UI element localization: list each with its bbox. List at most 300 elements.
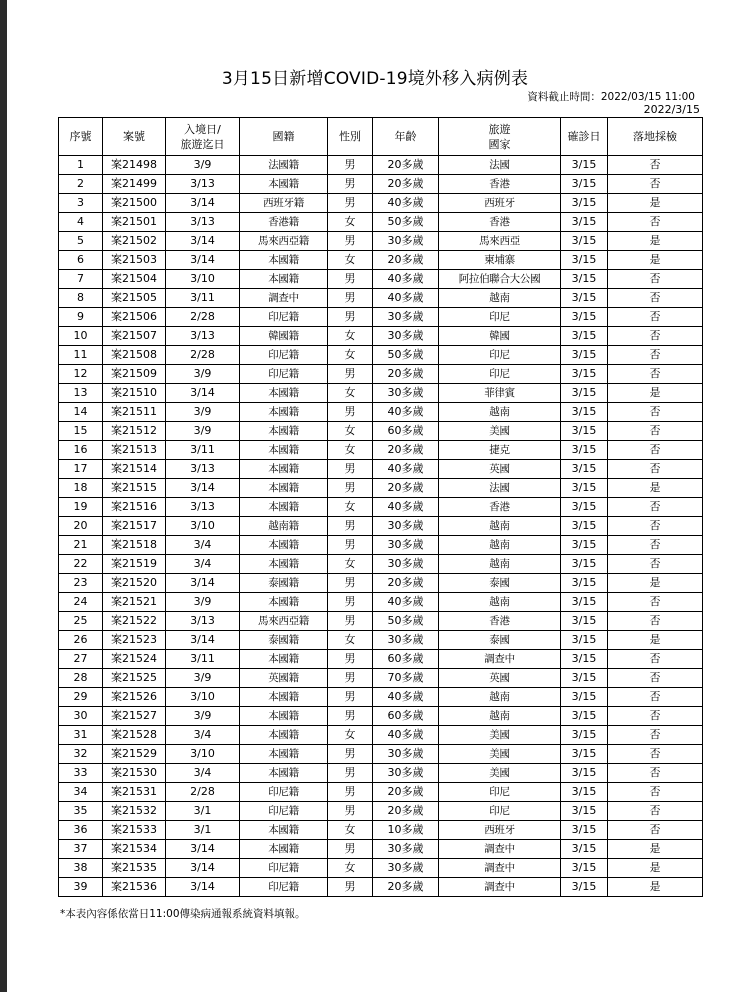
cell-confirm-date: 3/15 <box>561 213 608 232</box>
cell-travel-country: 泰國 <box>439 574 561 593</box>
cell-age: 20多歲 <box>373 156 439 175</box>
table-row <box>59 346 703 365</box>
cell-confirm-date: 3/15 <box>561 555 608 574</box>
cell-landing-test: 否 <box>608 460 703 479</box>
cell-nationality: 印尼籍 <box>240 878 328 897</box>
col-header-case: 案號 <box>103 118 166 156</box>
cell-nationality: 韓國籍 <box>240 327 328 346</box>
cell-nationality: 本國籍 <box>240 726 328 745</box>
data-cutoff-time: 資料截止時間：2022/03/15 11:00 <box>527 91 695 103</box>
cell-entry-date: 3/4 <box>166 726 240 745</box>
cell-case-id: 案21522 <box>103 612 166 631</box>
table-row <box>59 460 703 479</box>
cell-travel-country: 英國 <box>439 460 561 479</box>
cell-travel-country: 英國 <box>439 669 561 688</box>
cell-travel-country: 美國 <box>439 726 561 745</box>
cell-travel-country: 美國 <box>439 745 561 764</box>
cell-confirm-date: 3/15 <box>561 612 608 631</box>
cell-entry-date: 3/10 <box>166 688 240 707</box>
table-row <box>59 745 703 764</box>
cell-confirm-date: 3/15 <box>561 593 608 612</box>
cell-entry-date: 2/28 <box>166 308 240 327</box>
cell-nationality: 本國籍 <box>240 422 328 441</box>
cell-nationality: 本國籍 <box>240 498 328 517</box>
col-header-nationality: 國籍 <box>240 118 328 156</box>
cell-case-id: 案21536 <box>103 878 166 897</box>
cell-confirm-date: 3/15 <box>561 669 608 688</box>
cell-case-id: 案21534 <box>103 840 166 859</box>
cell-age: 20多歲 <box>373 878 439 897</box>
cell-case-id: 案21510 <box>103 384 166 403</box>
cell-no: 26 <box>59 631 103 650</box>
cell-confirm-date: 3/15 <box>561 365 608 384</box>
cell-gender: 女 <box>328 859 373 878</box>
cell-entry-date: 3/9 <box>166 156 240 175</box>
cell-nationality: 越南籍 <box>240 517 328 536</box>
table-row <box>59 403 703 422</box>
cell-no: 15 <box>59 422 103 441</box>
cell-age: 20多歲 <box>373 574 439 593</box>
cell-case-id: 案21517 <box>103 517 166 536</box>
cell-gender: 男 <box>328 574 373 593</box>
cell-landing-test: 是 <box>608 251 703 270</box>
cell-entry-date: 3/14 <box>166 232 240 251</box>
col-header-confirm-date: 確診日 <box>561 118 608 156</box>
cell-case-id: 案21506 <box>103 308 166 327</box>
cell-entry-date: 3/4 <box>166 536 240 555</box>
table-row <box>59 612 703 631</box>
cell-confirm-date: 3/15 <box>561 270 608 289</box>
cell-no: 19 <box>59 498 103 517</box>
table-header-row <box>59 118 703 156</box>
cell-gender: 男 <box>328 479 373 498</box>
cell-case-id: 案21531 <box>103 783 166 802</box>
cell-gender: 男 <box>328 289 373 308</box>
cell-entry-date: 2/28 <box>166 783 240 802</box>
cell-confirm-date: 3/15 <box>561 840 608 859</box>
cell-age: 50多歲 <box>373 612 439 631</box>
cell-no: 32 <box>59 745 103 764</box>
cell-confirm-date: 3/15 <box>561 441 608 460</box>
table-row <box>59 840 703 859</box>
cell-landing-test: 否 <box>608 422 703 441</box>
cell-landing-test: 否 <box>608 403 703 422</box>
table-row <box>59 650 703 669</box>
cell-no: 18 <box>59 479 103 498</box>
cell-age: 40多歲 <box>373 593 439 612</box>
cell-entry-date: 3/4 <box>166 555 240 574</box>
table-row <box>59 764 703 783</box>
cell-gender: 女 <box>328 251 373 270</box>
col-header-age: 年齡 <box>373 118 439 156</box>
cell-landing-test: 否 <box>608 783 703 802</box>
cell-no: 20 <box>59 517 103 536</box>
col-header-no: 序號 <box>59 118 103 156</box>
cell-landing-test: 否 <box>608 612 703 631</box>
cell-no: 25 <box>59 612 103 631</box>
cell-nationality: 本國籍 <box>240 840 328 859</box>
cell-landing-test: 否 <box>608 821 703 840</box>
cell-nationality: 香港籍 <box>240 213 328 232</box>
cell-no: 35 <box>59 802 103 821</box>
cell-gender: 男 <box>328 403 373 422</box>
table-row <box>59 878 703 897</box>
cell-case-id: 案21524 <box>103 650 166 669</box>
cell-nationality: 印尼籍 <box>240 346 328 365</box>
cell-travel-country: 越南 <box>439 688 561 707</box>
cell-landing-test: 否 <box>608 688 703 707</box>
cell-gender: 男 <box>328 308 373 327</box>
cell-age: 60多歲 <box>373 707 439 726</box>
cell-gender: 男 <box>328 517 373 536</box>
cell-entry-date: 3/13 <box>166 460 240 479</box>
cell-no: 37 <box>59 840 103 859</box>
cell-nationality: 本國籍 <box>240 270 328 289</box>
cell-landing-test: 是 <box>608 479 703 498</box>
cell-gender: 女 <box>328 422 373 441</box>
case-table-body <box>59 156 703 897</box>
table-row <box>59 479 703 498</box>
report-date: 2022/3/15 <box>643 103 700 116</box>
cell-nationality: 本國籍 <box>240 479 328 498</box>
cell-no: 1 <box>59 156 103 175</box>
cell-entry-date: 3/13 <box>166 213 240 232</box>
cell-case-id: 案21507 <box>103 327 166 346</box>
cell-gender: 女 <box>328 327 373 346</box>
cell-landing-test: 否 <box>608 802 703 821</box>
cell-landing-test: 否 <box>608 555 703 574</box>
cell-entry-date: 3/14 <box>166 631 240 650</box>
cell-confirm-date: 3/15 <box>561 422 608 441</box>
cell-case-id: 案21498 <box>103 156 166 175</box>
cell-case-id: 案21502 <box>103 232 166 251</box>
cell-case-id: 案21504 <box>103 270 166 289</box>
cell-case-id: 案21515 <box>103 479 166 498</box>
cell-no: 39 <box>59 878 103 897</box>
cell-age: 20多歲 <box>373 251 439 270</box>
cell-case-id: 案21516 <box>103 498 166 517</box>
cell-nationality: 馬來西亞籍 <box>240 232 328 251</box>
cell-no: 6 <box>59 251 103 270</box>
cell-no: 38 <box>59 859 103 878</box>
table-row <box>59 707 703 726</box>
cell-entry-date: 3/14 <box>166 251 240 270</box>
cell-landing-test: 否 <box>608 707 703 726</box>
cell-entry-date: 3/13 <box>166 498 240 517</box>
cell-entry-date: 3/1 <box>166 821 240 840</box>
cell-age: 20多歲 <box>373 783 439 802</box>
cell-landing-test: 是 <box>608 631 703 650</box>
table-row <box>59 631 703 650</box>
cell-nationality: 本國籍 <box>240 460 328 479</box>
cell-gender: 男 <box>328 365 373 384</box>
cell-case-id: 案21523 <box>103 631 166 650</box>
cell-gender: 男 <box>328 764 373 783</box>
cell-case-id: 案21533 <box>103 821 166 840</box>
cell-nationality: 西班牙籍 <box>240 194 328 213</box>
table-row <box>59 821 703 840</box>
cell-case-id: 案21505 <box>103 289 166 308</box>
table-row <box>59 194 703 213</box>
cell-no: 12 <box>59 365 103 384</box>
table-row <box>59 688 703 707</box>
cell-no: 17 <box>59 460 103 479</box>
cell-gender: 女 <box>328 213 373 232</box>
cell-case-id: 案21521 <box>103 593 166 612</box>
cell-nationality: 法國籍 <box>240 156 328 175</box>
cell-landing-test: 是 <box>608 384 703 403</box>
cell-case-id: 案21519 <box>103 555 166 574</box>
cell-age: 20多歲 <box>373 802 439 821</box>
cell-entry-date: 3/1 <box>166 802 240 821</box>
table-row <box>59 289 703 308</box>
cell-confirm-date: 3/15 <box>561 631 608 650</box>
table-row <box>59 574 703 593</box>
cell-travel-country: 韓國 <box>439 327 561 346</box>
cell-travel-country: 香港 <box>439 175 561 194</box>
cell-no: 4 <box>59 213 103 232</box>
table-row <box>59 593 703 612</box>
cell-confirm-date: 3/15 <box>561 821 608 840</box>
cell-confirm-date: 3/15 <box>561 574 608 593</box>
cell-nationality: 本國籍 <box>240 536 328 555</box>
cell-nationality: 調查中 <box>240 289 328 308</box>
cell-travel-country: 捷克 <box>439 441 561 460</box>
cell-confirm-date: 3/15 <box>561 802 608 821</box>
cell-age: 60多歲 <box>373 422 439 441</box>
cell-travel-country: 印尼 <box>439 802 561 821</box>
col-header-landing-test: 落地採檢 <box>608 118 703 156</box>
cell-confirm-date: 3/15 <box>561 403 608 422</box>
cell-confirm-date: 3/15 <box>561 251 608 270</box>
cell-age: 40多歲 <box>373 726 439 745</box>
cell-landing-test: 否 <box>608 536 703 555</box>
cell-travel-country: 印尼 <box>439 365 561 384</box>
cell-gender: 男 <box>328 802 373 821</box>
cell-gender: 男 <box>328 232 373 251</box>
cell-landing-test: 是 <box>608 574 703 593</box>
cell-travel-country: 印尼 <box>439 308 561 327</box>
cell-no: 29 <box>59 688 103 707</box>
cell-nationality: 本國籍 <box>240 764 328 783</box>
cell-case-id: 案21514 <box>103 460 166 479</box>
table-row <box>59 327 703 346</box>
cell-entry-date: 3/9 <box>166 365 240 384</box>
cell-travel-country: 調查中 <box>439 878 561 897</box>
cell-no: 13 <box>59 384 103 403</box>
cell-gender: 男 <box>328 707 373 726</box>
cell-gender: 女 <box>328 555 373 574</box>
cell-travel-country: 法國 <box>439 479 561 498</box>
cell-age: 40多歲 <box>373 498 439 517</box>
table-row <box>59 365 703 384</box>
cell-gender: 女 <box>328 441 373 460</box>
cell-gender: 男 <box>328 650 373 669</box>
cell-confirm-date: 3/15 <box>561 346 608 365</box>
cell-age: 30多歲 <box>373 232 439 251</box>
cell-travel-country: 越南 <box>439 517 561 536</box>
cell-travel-country: 調查中 <box>439 859 561 878</box>
cell-age: 30多歲 <box>373 517 439 536</box>
cell-age: 10多歲 <box>373 821 439 840</box>
cell-travel-country: 印尼 <box>439 346 561 365</box>
cell-entry-date: 3/9 <box>166 707 240 726</box>
cell-landing-test: 否 <box>608 517 703 536</box>
cell-gender: 男 <box>328 688 373 707</box>
cell-confirm-date: 3/15 <box>561 308 608 327</box>
cell-gender: 男 <box>328 270 373 289</box>
cell-gender: 男 <box>328 878 373 897</box>
cell-confirm-date: 3/15 <box>561 327 608 346</box>
cell-nationality: 英國籍 <box>240 669 328 688</box>
cell-travel-country: 越南 <box>439 707 561 726</box>
cell-nationality: 本國籍 <box>240 593 328 612</box>
cell-confirm-date: 3/15 <box>561 745 608 764</box>
table-row <box>59 156 703 175</box>
cell-landing-test: 否 <box>608 327 703 346</box>
cell-gender: 女 <box>328 631 373 650</box>
table-row <box>59 802 703 821</box>
cell-travel-country: 菲律賓 <box>439 384 561 403</box>
cell-gender: 男 <box>328 840 373 859</box>
cell-travel-country: 調查中 <box>439 650 561 669</box>
cell-nationality: 本國籍 <box>240 384 328 403</box>
cell-no: 5 <box>59 232 103 251</box>
cell-nationality: 印尼籍 <box>240 783 328 802</box>
cell-gender: 男 <box>328 536 373 555</box>
cell-no: 2 <box>59 175 103 194</box>
cell-no: 22 <box>59 555 103 574</box>
cell-entry-date: 3/14 <box>166 479 240 498</box>
cell-confirm-date: 3/15 <box>561 536 608 555</box>
cell-age: 40多歲 <box>373 403 439 422</box>
cell-travel-country: 香港 <box>439 612 561 631</box>
cell-landing-test: 否 <box>608 650 703 669</box>
cell-landing-test: 否 <box>608 289 703 308</box>
table-row <box>59 422 703 441</box>
cell-confirm-date: 3/15 <box>561 232 608 251</box>
cell-travel-country: 法國 <box>439 156 561 175</box>
cell-age: 30多歲 <box>373 840 439 859</box>
cell-nationality: 本國籍 <box>240 745 328 764</box>
cell-age: 30多歲 <box>373 308 439 327</box>
cell-gender: 女 <box>328 821 373 840</box>
cell-travel-country: 越南 <box>439 289 561 308</box>
cell-confirm-date: 3/15 <box>561 289 608 308</box>
cell-nationality: 本國籍 <box>240 555 328 574</box>
table-row <box>59 498 703 517</box>
cell-confirm-date: 3/15 <box>561 384 608 403</box>
cell-gender: 男 <box>328 669 373 688</box>
cell-entry-date: 3/14 <box>166 574 240 593</box>
cell-landing-test: 否 <box>608 175 703 194</box>
cell-entry-date: 3/14 <box>166 194 240 213</box>
cell-landing-test: 是 <box>608 840 703 859</box>
cell-landing-test: 否 <box>608 593 703 612</box>
table-row <box>59 175 703 194</box>
cell-age: 20多歲 <box>373 365 439 384</box>
cell-gender: 男 <box>328 745 373 764</box>
cell-nationality: 本國籍 <box>240 251 328 270</box>
viewer-left-edge <box>0 0 7 992</box>
cell-no: 11 <box>59 346 103 365</box>
cell-gender: 女 <box>328 726 373 745</box>
cell-landing-test: 是 <box>608 878 703 897</box>
cell-entry-date: 3/11 <box>166 441 240 460</box>
cell-confirm-date: 3/15 <box>561 175 608 194</box>
cell-landing-test: 否 <box>608 270 703 289</box>
cell-case-id: 案21511 <box>103 403 166 422</box>
cell-age: 20多歲 <box>373 175 439 194</box>
cell-gender: 男 <box>328 612 373 631</box>
cell-nationality: 印尼籍 <box>240 365 328 384</box>
cell-travel-country: 美國 <box>439 422 561 441</box>
cell-age: 60多歲 <box>373 650 439 669</box>
cell-entry-date: 3/10 <box>166 517 240 536</box>
cell-entry-date: 3/14 <box>166 384 240 403</box>
cell-travel-country: 越南 <box>439 555 561 574</box>
cell-entry-date: 3/4 <box>166 764 240 783</box>
cell-gender: 女 <box>328 384 373 403</box>
cell-no: 33 <box>59 764 103 783</box>
cell-case-id: 案21520 <box>103 574 166 593</box>
cell-age: 30多歲 <box>373 631 439 650</box>
cell-entry-date: 3/9 <box>166 403 240 422</box>
cell-gender: 女 <box>328 346 373 365</box>
cell-age: 20多歲 <box>373 441 439 460</box>
table-row <box>59 669 703 688</box>
cell-travel-country: 越南 <box>439 593 561 612</box>
cell-no: 9 <box>59 308 103 327</box>
cell-nationality: 本國籍 <box>240 688 328 707</box>
cell-travel-country: 阿拉伯聯合大公國 <box>439 270 561 289</box>
cell-travel-country: 印尼 <box>439 783 561 802</box>
cell-gender: 女 <box>328 498 373 517</box>
cell-confirm-date: 3/15 <box>561 517 608 536</box>
cell-no: 21 <box>59 536 103 555</box>
cell-entry-date: 3/13 <box>166 327 240 346</box>
cell-no: 16 <box>59 441 103 460</box>
cell-entry-date: 3/14 <box>166 840 240 859</box>
cell-landing-test: 否 <box>608 669 703 688</box>
cell-entry-date: 3/10 <box>166 745 240 764</box>
cell-no: 30 <box>59 707 103 726</box>
cell-entry-date: 3/9 <box>166 422 240 441</box>
cell-age: 40多歲 <box>373 460 439 479</box>
cell-confirm-date: 3/15 <box>561 764 608 783</box>
cell-nationality: 泰國籍 <box>240 574 328 593</box>
cell-nationality: 印尼籍 <box>240 802 328 821</box>
cell-travel-country: 泰國 <box>439 631 561 650</box>
cell-case-id: 案21503 <box>103 251 166 270</box>
cell-no: 7 <box>59 270 103 289</box>
cell-case-id: 案21528 <box>103 726 166 745</box>
cell-no: 34 <box>59 783 103 802</box>
cell-landing-test: 否 <box>608 764 703 783</box>
cell-entry-date: 3/11 <box>166 289 240 308</box>
cell-no: 14 <box>59 403 103 422</box>
cell-case-id: 案21501 <box>103 213 166 232</box>
cell-age: 50多歲 <box>373 213 439 232</box>
cell-entry-date: 2/28 <box>166 346 240 365</box>
cell-nationality: 印尼籍 <box>240 859 328 878</box>
cell-no: 8 <box>59 289 103 308</box>
cell-nationality: 本國籍 <box>240 650 328 669</box>
cell-nationality: 本國籍 <box>240 441 328 460</box>
cell-gender: 男 <box>328 460 373 479</box>
cell-travel-country: 越南 <box>439 403 561 422</box>
cell-case-id: 案21508 <box>103 346 166 365</box>
